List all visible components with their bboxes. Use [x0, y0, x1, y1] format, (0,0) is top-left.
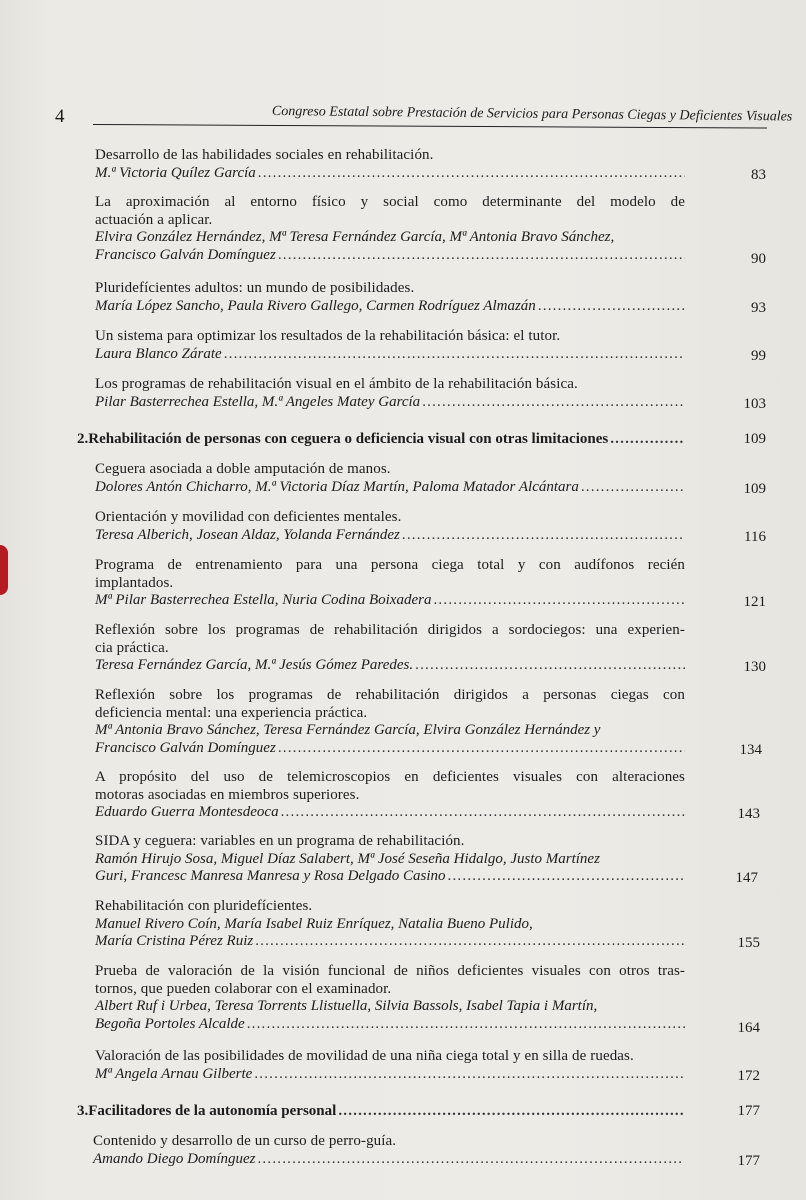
toc-entry — [95, 898, 685, 951]
entry-authors — [95, 804, 685, 822]
authors-text: Teresa Alberich, Josean Aldaz, Yolanda Fernández — [95, 526, 400, 543]
section-title: Rehabilitación de personas con ceguera o deficiencia visual con otras limitaciones — [88, 431, 609, 447]
leader-dots — [281, 804, 685, 822]
authors-text: Laura Blanco Zárate — [95, 345, 222, 362]
entry-title: actuación a aplicar. — [95, 211, 213, 228]
authors-text: Amando Diego Domínguez — [93, 1150, 256, 1167]
toc-entry — [95, 328, 685, 363]
entry-authors — [95, 247, 685, 265]
leader-dots — [415, 657, 685, 675]
authors-text: Pilar Basterrechea Estella, M.ª Angeles Matey García — [95, 393, 421, 410]
leader-dots — [224, 346, 685, 364]
entry-title: Valoración de las posibilidades de movilidad de una niña ciega total y en silla de ruedas. — [95, 1048, 634, 1064]
authors-text: Eduardo Guerra Montesdeoca — [95, 804, 279, 820]
entry-authors — [95, 298, 685, 316]
entry-title: Ceguera asociada a doble amputación de manos. — [95, 461, 391, 477]
toc-entry — [95, 622, 685, 675]
entry-title: tornos, que pueden colaborar con el examinador. — [95, 980, 392, 997]
entry-page-number: 99 — [751, 348, 766, 364]
entry-authors: Mª Antonia Bravo Sánchez, Teresa Fernández García, Elvira González Hernández y — [95, 722, 601, 738]
toc-entry — [95, 833, 685, 886]
leader-dots — [610, 431, 685, 448]
toc-entry — [95, 509, 685, 544]
leader-dots — [247, 1016, 685, 1034]
toc-entry — [95, 687, 685, 757]
authors-text: Mª Angela Arnau Gilberte — [95, 1065, 253, 1082]
entry-authors — [95, 657, 685, 675]
toc-entry — [95, 376, 685, 411]
entry-authors — [95, 933, 685, 951]
section-page-number: 177 — [737, 1103, 760, 1119]
entry-page-number: 130 — [743, 659, 766, 675]
entry-page-number: 155 — [737, 935, 760, 951]
running-title: Congreso Estatal sobre Prestación de Servicios para Personas Ciegas y Deficientes Visuales — [271, 104, 793, 125]
authors-text: M.ª Victoria Quílez García — [95, 164, 256, 181]
entry-authors — [95, 868, 685, 886]
entry-title: A propósito del uso de telemicroscopios en deficientes visuales con alteraciones — [95, 769, 685, 785]
authors-text: María López Sancho, Paula Rivero Gallego, Carmen Rodríguez Almazán — [95, 297, 536, 314]
entry-authors — [95, 346, 685, 364]
entry-title: Prueba de valoración de la visión funcional de niños deficientes visuales con otros tras- — [95, 963, 685, 979]
leader-dots — [448, 868, 685, 886]
entry-page-number: 121 — [743, 594, 766, 610]
entry-authors: Elvira González Hernández, Mª Teresa Fernández García, Mª Antonia Bravo Sánchez, — [95, 229, 615, 245]
entry-title: Los programas de rehabilitación visual en el ámbito de la rehabilitación básica. — [95, 376, 578, 392]
entry-authors — [95, 1066, 685, 1084]
leader-dots — [278, 247, 685, 265]
section-number: 2. — [77, 431, 89, 447]
entry-authors — [95, 592, 685, 610]
leader-dots — [538, 298, 685, 316]
authors-text: María Cristina Pérez Ruiz — [95, 933, 254, 949]
entry-title: La aproximación al entorno físico y social como determinante del modelo de — [95, 194, 685, 210]
leader-dots — [422, 394, 685, 412]
section-heading — [77, 431, 685, 448]
entry-page-number: 109 — [743, 481, 766, 497]
toc-entry — [95, 194, 685, 264]
entry-page-number: 164 — [737, 1020, 760, 1036]
toc-entry — [95, 280, 685, 315]
entry-title: cia práctica. — [95, 639, 169, 656]
leader-dots — [402, 527, 685, 545]
authors-text: Francisco Galván Domínguez — [95, 739, 276, 756]
entry-page-number: 147 — [735, 870, 758, 886]
toc-entry — [93, 1133, 683, 1168]
entry-page-number: 143 — [737, 806, 760, 822]
entry-page-number: 134 — [739, 742, 762, 758]
entry-title: Reflexión sobre los programas de rehabilitación dirigidos a sordociegos: una experien- — [95, 622, 685, 638]
entry-title: deficiencia mental: una experiencia práctica. — [95, 704, 368, 721]
entry-title: Rehabilitación con pluridefícientes. — [95, 898, 313, 914]
entry-authors: Albert Ruf i Urbea, Teresa Torrents Llistuella, Silvia Bassols, Isabel Tapia i Martín, — [95, 998, 598, 1014]
toc-entry — [95, 1048, 685, 1083]
entry-authors — [95, 740, 685, 758]
entry-authors — [95, 165, 685, 183]
entry-page-number: 83 — [751, 167, 766, 183]
toc-entry — [95, 769, 685, 822]
leader-dots — [258, 165, 685, 183]
entry-title: Un sistema para optimizar los resultados de la rehabilitación básica: el tutor. — [95, 328, 561, 344]
section-title: Facilitadores de la autonomía personal — [88, 1103, 337, 1119]
toc-entry — [95, 557, 685, 610]
leader-dots — [433, 592, 685, 610]
entry-title: Desarrollo de las habilidades sociales en rehabilitación. — [95, 147, 434, 163]
authors-text: Teresa Fernández García, M.ª Jesús Gómez Paredes. — [95, 657, 414, 673]
entry-page-number: 93 — [751, 300, 766, 316]
entry-authors: Ramón Hirujo Sosa, Miguel Díaz Salabert, Mª José Seseña Hidalgo, Justo Martínez — [95, 850, 600, 867]
entry-authors: Manuel Rivero Coín, María Isabel Ruiz Enríquez, Natalia Bueno Pulido, — [95, 915, 533, 932]
entry-authors — [95, 394, 685, 412]
entry-title: Orientación y movilidad con deficientes mentales. — [95, 509, 402, 525]
entry-authors — [93, 1151, 683, 1169]
entry-title: Reflexión sobre los programas de rehabilitación dirigidos a personas ciegas con — [95, 687, 685, 703]
section-page-number: 109 — [743, 431, 766, 447]
entry-title: Contenido y desarrollo de un curso de perro-guía. — [93, 1133, 397, 1149]
entry-page-number: 90 — [751, 251, 766, 267]
entry-title: Programa de entrenamiento para una persona ciega total y con audífonos recién — [95, 557, 685, 573]
entry-page-number: 177 — [737, 1153, 760, 1169]
entry-title: motoras asociadas en miembros superiores. — [95, 786, 360, 803]
entry-title: SIDA y ceguera: variables en un programa de rehabilitación. — [95, 833, 465, 849]
authors-text: Guri, Francesc Manresa Manresa y Rosa Delgado Casino — [95, 868, 446, 884]
leader-dots — [257, 1151, 683, 1169]
authors-text: Begoña Portoles Alcalde — [95, 1015, 245, 1032]
section-heading — [77, 1103, 685, 1120]
leader-dots — [581, 479, 685, 497]
entry-authors — [95, 479, 685, 497]
entry-page-number: 172 — [737, 1068, 760, 1084]
leader-dots — [338, 1103, 685, 1120]
authors-text: Dolores Antón Chicharro, M.ª Victoria Díaz Martín, Paloma Matador Alcántara — [95, 478, 579, 495]
entry-authors — [95, 527, 685, 545]
authors-text: Mª Pilar Basterrechea Estella, Nuria Codina Boixadera — [95, 592, 432, 608]
entry-page-number: 116 — [744, 529, 766, 545]
entry-title: Pluridefícientes adultos: un mundo de posibilidades. — [95, 280, 415, 296]
leader-dots — [254, 1066, 685, 1084]
page-number: 4 — [55, 106, 65, 127]
entry-authors — [95, 1016, 685, 1034]
leader-dots — [278, 740, 685, 758]
entry-title: implantados. — [95, 574, 174, 591]
authors-text: Francisco Galván Domínguez — [95, 246, 276, 263]
leader-dots — [255, 933, 685, 951]
toc-entry — [95, 461, 685, 496]
toc-entry — [95, 963, 685, 1033]
section-number: 3. — [77, 1103, 89, 1119]
toc-entry — [95, 147, 685, 182]
entry-page-number: 103 — [743, 396, 766, 412]
